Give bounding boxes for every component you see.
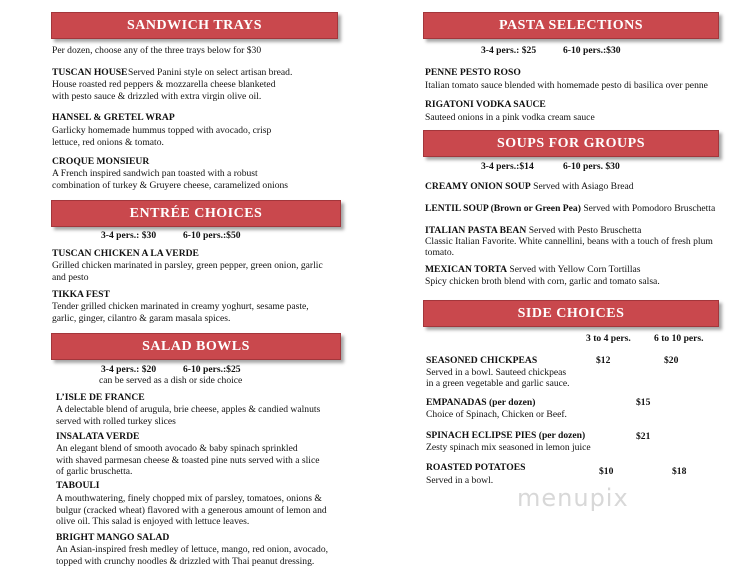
item-name: PENNE PESTO ROSO xyxy=(425,67,521,78)
price-large: 6-10 pers. $30 xyxy=(563,161,620,172)
menupix-watermark: menupix xyxy=(517,484,629,512)
item-name: BRIGHT MANGO SALAD xyxy=(56,532,170,543)
item-name: EMPANADAS (per dozen) xyxy=(426,397,536,408)
item-desc: of garlic bruschetta. xyxy=(56,466,133,477)
price-small: 3-4 pers.:$14 xyxy=(481,161,534,172)
item-desc: Served with Asiago Bread xyxy=(533,181,634,192)
item-name: ROASTED POTATOES xyxy=(426,462,526,473)
price-small: 3-4 pers.: $30 xyxy=(101,230,157,241)
item-desc: with pesto sauce & drizzled with extra virgin olive oil. xyxy=(52,91,262,102)
item-name: INSALATA VERDE xyxy=(56,431,140,442)
item-desc: and pesto xyxy=(52,272,89,283)
section-title: PASTA SELECTIONS xyxy=(498,18,644,33)
item-desc: Grilled chicken marinated in parsley, green pepper, green onion, garlic xyxy=(52,260,323,271)
soup-item xyxy=(425,203,715,215)
item-desc: House roasted red peppers & mozzarella cheese blanketed xyxy=(52,79,276,90)
item-desc: lettuce, red onions & tomato. xyxy=(52,137,164,148)
sandwich-intro: Per dozen, choose any of the three trays below for $30 xyxy=(52,45,262,56)
item-desc: tomato. xyxy=(425,247,455,258)
item-desc: A delectable blend of arugula, brie cheese, apples & candied walnuts xyxy=(56,404,321,415)
section-title: SALAD BOWLS xyxy=(142,339,250,354)
price-small: $12 xyxy=(596,355,611,366)
price-small: 3-4 pers.: $25 xyxy=(481,45,537,56)
item-desc: topped with crunchy noodles & drizzled with Thai peanut dressing. xyxy=(56,556,315,567)
item-name: L’ISLE DE FRANCE xyxy=(56,392,145,403)
item-name: TUSCAN CHICKEN A LA VERDE xyxy=(52,248,199,259)
side-header-small: 3 to 4 pers. xyxy=(586,333,631,344)
item-desc: Tender grilled chicken marinated in creamy yoghurt, sesame paste, xyxy=(52,301,309,312)
item-desc: in a green vegetable and garlic sauce. xyxy=(426,378,570,389)
item-desc: Choice of Spinach, Chicken or Beef. xyxy=(426,409,567,420)
item-desc: Served with Pesto Bruschetta xyxy=(526,225,642,236)
salad-bowls-banner xyxy=(51,333,341,360)
pasta-selections-banner xyxy=(423,12,719,39)
item-desc: with shaved parmesan cheese & toasted pine nuts served with a slice xyxy=(56,455,320,466)
item-desc: Sauteed onions in a pink vodka cream sauce xyxy=(425,112,595,123)
item-desc: bulgur (cracked wheat) flavored with a generous amount of lemon and xyxy=(56,505,327,516)
item-desc: Served Panini style on select artisan bread. xyxy=(128,67,293,78)
price-large: 6-10 pers.:$30 xyxy=(563,45,621,56)
item-desc: served with rolled turkey slices xyxy=(56,416,176,427)
item-desc: Served with Pomodoro Bruschetta xyxy=(583,203,716,214)
item-name: TIKKA FEST xyxy=(52,289,110,300)
price-large: 6-10 pers.:$25 xyxy=(183,364,241,375)
price-large: $15 xyxy=(636,397,651,408)
side-choices-banner xyxy=(423,300,719,327)
price-small: 3-4 pers.: $20 xyxy=(101,364,157,375)
item-desc: combination of turkey & Gruyere cheese, caramelized onions xyxy=(52,180,289,191)
soup-item xyxy=(425,264,641,276)
price-large: $21 xyxy=(636,431,651,442)
price-large: 6-10 pers.:$50 xyxy=(183,230,241,241)
item-desc: olive oil. This salad is enjoyed with lettuce leaves. xyxy=(56,516,250,527)
item-desc: Spicy chicken broth blend with corn, garlic and tomato salsa. xyxy=(425,276,660,287)
item-desc: A French inspired sandwich pan toasted with a robust xyxy=(52,168,258,179)
item-name: LENTIL SOUP (Brown or Green Pea) xyxy=(425,203,581,214)
item-desc: Served in a bowl. xyxy=(426,475,494,486)
item-name: TUSCAN HOUSE xyxy=(52,67,128,78)
item-name: HANSEL & GRETEL WRAP xyxy=(52,112,175,123)
side-header-large: 6 to 10 pers. xyxy=(654,333,704,344)
item-name: MEXICAN TORTA xyxy=(425,264,508,275)
item-name: TABOULI xyxy=(56,480,100,491)
item-desc: garlic, ginger, cilantro & garam masala spices. xyxy=(52,313,231,324)
sandwich-trays-banner xyxy=(51,12,338,39)
item-desc: Garlicky homemade hummus topped with avocado, crisp xyxy=(52,125,272,136)
section-title: SANDWICH TRAYS xyxy=(127,18,262,33)
price-large: $20 xyxy=(664,355,679,366)
item-name: CROQUE MONSIEUR xyxy=(52,156,150,167)
item-desc: An Asian-inspired fresh medley of lettuce, mango, red onion, avocado, xyxy=(56,544,329,555)
item-name: SPINACH ECLIPSE PIES (per dozen) xyxy=(426,430,586,441)
section-title: ENTRÉE CHOICES xyxy=(129,206,263,221)
item-name: SEASONED CHICKPEAS xyxy=(426,355,538,366)
item-name: RIGATONI VODKA SAUCE xyxy=(425,99,546,110)
price-small: $10 xyxy=(599,466,614,477)
item-desc: Classic Italian Favorite. White cannellini, beans with a touch of fresh plum xyxy=(425,236,713,247)
item-desc: Served in a bowl. Sauteed chickpeas xyxy=(426,367,567,378)
salad-note: can be served as a dish or side choice xyxy=(99,375,243,386)
soups-for-groups-banner xyxy=(423,130,719,157)
item-name: ITALIAN PASTA BEAN xyxy=(425,225,527,236)
item-desc: A mouthwatering, finely chopped mix of parsley, tomatoes, onions & xyxy=(56,493,322,504)
section-title: SOUPS FOR GROUPS xyxy=(496,136,645,151)
item-desc: Zesty spinach mix seasoned in lemon juice xyxy=(426,442,591,453)
soup-item xyxy=(425,181,634,193)
price-large: $18 xyxy=(672,466,687,477)
section-title: SIDE CHOICES xyxy=(517,306,625,321)
item-desc: Italian tomato sauce blended with homemade pesto di basilica over penne xyxy=(425,80,708,91)
entree-choices-banner xyxy=(51,200,341,227)
item-name: CREAMY ONION SOUP xyxy=(425,181,531,192)
item-desc: Served with Yellow Corn Tortillas xyxy=(507,264,641,275)
item-desc: An elegant blend of smooth avocado & baby spinach sprinkled xyxy=(56,443,298,454)
